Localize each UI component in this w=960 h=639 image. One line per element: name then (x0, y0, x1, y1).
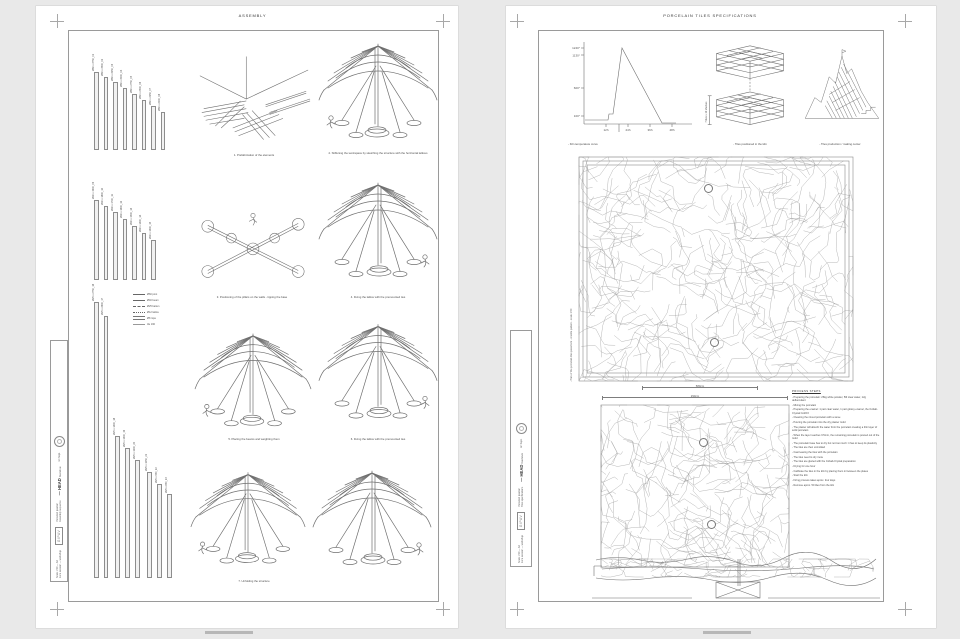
figure-caption: - Tiles positioned in the kiln (733, 142, 767, 146)
sheet-specifications (506, 6, 936, 628)
legend-line-sample (133, 294, 145, 295)
pole-bar (112, 417, 120, 578)
title-block-info (56, 550, 63, 578)
pole-bar (101, 297, 109, 578)
pole-label: Ø25 x 950_22 (154, 467, 158, 483)
pole-bar (154, 467, 162, 578)
axis-tick-label: 12h (603, 128, 609, 132)
pole-bar (91, 53, 99, 150)
plan-marker (704, 184, 713, 193)
note-item: - Pouring the porcelain into the dry plaster mold (792, 420, 846, 424)
legend-label: Ø8 rope (147, 316, 157, 320)
registration-mark (50, 602, 64, 616)
org-city: Genève (519, 452, 524, 464)
stack-dimension-note: 7 tiles x 10 shelves (704, 101, 708, 123)
axis-tick-label: 36h (647, 128, 653, 132)
line-legend (133, 292, 179, 327)
title-block-line: Scale 1:50 — A0 (517, 545, 521, 563)
registration-mark (436, 602, 450, 616)
section-crackle-band (601, 559, 873, 577)
pole-bar (91, 181, 99, 280)
pavilion-drawing-step-2 (318, 32, 438, 152)
title-block-info (518, 535, 525, 563)
legend-line-sample (133, 306, 145, 307)
kiln-temperature-chart (566, 36, 698, 140)
note-item: - The porcelain base has to dry but not too much: it has to keep its plasticity (792, 441, 878, 445)
logotype-box: GIPAV (55, 527, 63, 545)
sheet-title: PORCELAIN TILES SPECIFICATIONS (663, 13, 757, 18)
title-block-line: June session — workshop (521, 535, 525, 563)
plan-marker (710, 338, 719, 347)
title-block-line: Tiles specifications (521, 486, 525, 507)
pole-label: Ø25 x 1050_21 (144, 453, 148, 471)
pole-label: Ø60 x 3000_04 (120, 69, 123, 87)
pole-bar (148, 221, 156, 280)
step-caption: 6. Fixing the lattice with the premounted ties (350, 437, 406, 441)
note-item: - Cast leaving the tiles with the porcelain (792, 451, 838, 454)
pavilion-drawing-step-4 (318, 168, 438, 294)
tile-plan-small (600, 404, 790, 568)
axis-tick-label: 24h (625, 128, 631, 132)
title-block-project (518, 487, 525, 507)
pole-bar (144, 453, 152, 578)
pole-label: Ø40 x 1800_10 (101, 187, 104, 205)
note-item: - Mixing the porcelain (792, 403, 817, 407)
pole-bar (132, 441, 140, 578)
pole-label: Ø60 x 3750_01 (91, 53, 95, 71)
pole-bar (110, 63, 118, 150)
registration-mark (510, 602, 524, 616)
pavement-section-drawing (592, 552, 880, 614)
pole-label: Ø25 x 2600_17 (101, 297, 104, 315)
note-item: - Remove aprox. 50 tiles from the kiln (792, 483, 835, 487)
legend-label: Ø40 beam (147, 298, 159, 302)
note-item: - Preparing the porcelain: 25kg white powder, 50l clear water, 12g deflocculant (792, 395, 866, 402)
process-notes (792, 390, 880, 489)
pole-label: Ø60 x 2000_08 (158, 93, 161, 111)
legend-row (133, 310, 179, 315)
pole-bar (101, 187, 109, 280)
step-caption: 5. Placing the beams and weighting them (228, 437, 280, 441)
pole-label: Ø40 x 1300_15 (148, 221, 152, 239)
pole-label: Ø40 x 1700_11 (110, 194, 114, 211)
dimension-line (642, 383, 758, 388)
pavilion-drawing-step-7a (190, 462, 306, 576)
note-item: - Firing process takes aprox. four days (792, 479, 836, 483)
pavilion-drawing-step-6 (318, 309, 438, 436)
footer-mark (703, 631, 751, 634)
pole-bar (139, 81, 147, 150)
title-block (510, 330, 532, 567)
title-block-line: Porcelain pavilion (55, 503, 59, 522)
sheet-title: ASSEMBLY (238, 13, 267, 18)
kiln-stacking-diagram (702, 42, 798, 138)
note-item: - The tiles need to dry more (792, 455, 824, 459)
pole-label: Ø40 x 1500_13 (129, 207, 133, 225)
pole-bar (122, 429, 130, 578)
org-logo-text (57, 467, 62, 496)
dimension-line (602, 393, 788, 398)
note-item: - The tiles are then unmolded (792, 446, 826, 450)
pole-label: Ø60 x 2500_06 (139, 81, 142, 99)
pole-label: Ø25 x 1200_20 (132, 441, 136, 459)
note-item: - Preparing the enamel: 1 part clear water, 1 part glossy enamel, the Cobalt-Crystal Co2O3 (792, 408, 878, 415)
step-caption: 7. Unfolding the structure (238, 579, 270, 583)
step-caption: 2. Stiffening the workspace by sketching the structure with the horizontal lattices (328, 151, 428, 155)
registration-mark (510, 14, 524, 28)
org-logo-text (519, 453, 524, 482)
pole-bar (129, 75, 137, 150)
figure-caption: - Kiln temperature curve (568, 142, 598, 146)
title-block-project (56, 500, 63, 521)
pole-label: Ø60 x 2250_07 (148, 87, 152, 105)
pole-bar (148, 87, 156, 150)
dimension-label: 290cm (690, 393, 700, 398)
step-caption: 1. Prefabrication of the elements (233, 153, 275, 157)
pole-bar (91, 283, 99, 578)
axis-tick-label: 48h (669, 128, 675, 132)
org-name: — HEAD (518, 464, 524, 482)
pole-bar (164, 477, 172, 578)
note-item: - The plaster will absorb the water from the porcelain creating a thin layer of solid porcelain (792, 425, 878, 432)
sheet-assembly (36, 6, 458, 628)
pavilion-drawing-step-7b (312, 462, 432, 576)
legend-label: Ø12 lattice (147, 310, 159, 314)
stamp-icon (516, 423, 527, 434)
logotype-box: GIPAV (517, 512, 525, 530)
legend-line-sample (133, 316, 145, 320)
tile-plan-large (578, 156, 854, 382)
legend-row (133, 316, 179, 321)
pole-bar (120, 69, 128, 150)
dimension-label: 580cm (695, 383, 705, 388)
step-caption: 4. Fixing the lattice with the premounted ties (350, 295, 406, 299)
step-caption: 3. Positioning of the pillars on the walls - tipping the base (216, 295, 288, 299)
stamp-text: En Sept. (519, 438, 523, 448)
note-item: - Cleaning the mixed porcelain with a sieve (792, 416, 841, 420)
footer-mark (205, 631, 253, 634)
pole-label: Ø25 x 2750_16 (91, 283, 95, 301)
prefab-drawing (196, 48, 312, 150)
title-block-line: Assembly sequence (59, 500, 63, 522)
pole-bar (101, 58, 109, 150)
registration-mark (898, 602, 912, 616)
pole-label: Ø40 x 1600_12 (120, 200, 123, 218)
legend-row (133, 322, 179, 327)
pole-bar (120, 200, 128, 280)
stamp-icon (54, 436, 65, 447)
pavilion-drawing-step-5 (194, 326, 312, 436)
legend-label: tile 190 (147, 322, 156, 326)
axis-tick-label: 100° (573, 114, 580, 118)
pole-label: Ø25 x 1400_18 (112, 417, 116, 435)
axis-tick-label: 1130° (572, 53, 580, 58)
plan-caption: - Plan of the porcelain tiles pavement - crackle pattern - scale 1:50 (570, 308, 573, 382)
production-site-diagram (802, 36, 882, 140)
org-name: — HEAD (56, 478, 62, 496)
legend-line-sample (133, 324, 145, 325)
title-block-line: Porcelain pavilion (517, 488, 521, 507)
axis-tick-label: 1240° (572, 46, 580, 50)
legend-row (133, 304, 179, 309)
note-item: - Calibrate the tiles in the kiln by placing them in between the plates (792, 469, 869, 473)
axis-tick-label: 600° (573, 86, 580, 90)
note-item: - Drying for one hour (792, 465, 816, 469)
legend-line-sample (133, 312, 145, 313)
registration-mark (898, 14, 912, 28)
note-item: - When the layer reaches 3.5mm, the remaining porcelain is poured out of the mold (792, 433, 880, 440)
registration-mark (50, 14, 64, 28)
pole-label: Ø60 x 3250_03 (110, 63, 114, 81)
title-block-line: Scale 1:50 — A0 (55, 560, 59, 578)
pole-label: Ø25 x 1300_19 (122, 429, 126, 447)
pole-label: Ø40 x 1900_09 (91, 181, 95, 199)
legend-row (133, 298, 179, 303)
legend-label: Ø60 post (147, 292, 158, 296)
pole-bar (129, 207, 137, 280)
pole-bar (139, 214, 147, 280)
pole-label: Ø40 x 1400_14 (139, 214, 142, 232)
plan-marker (707, 520, 716, 529)
org-city: Genève (57, 466, 62, 478)
plan-marker (699, 438, 708, 447)
title-block (50, 340, 68, 582)
title-block-line: June session — workshop (59, 550, 63, 578)
note-item: - The tiles are glazed with the Cobalt-Crystal preparation (792, 460, 856, 464)
plan-drawing-step-3 (194, 192, 312, 294)
pole-label: Ø60 x 2750_05 (129, 75, 133, 93)
notes-heading: PROCESS STEPS (792, 389, 821, 393)
pole-label: Ø60 x 3500_02 (101, 58, 104, 76)
legend-row (133, 292, 179, 297)
legend-line-sample (133, 300, 145, 301)
pole-bar (110, 194, 118, 280)
pole-label: Ø25 x 850_23 (164, 477, 168, 493)
note-item: - Start the kiln (792, 474, 808, 478)
registration-mark (436, 14, 450, 28)
stamp-text: En Sept. (57, 452, 61, 462)
figure-caption: - Tiles production / making center (819, 142, 861, 146)
pole-bar (158, 93, 166, 150)
legend-label: Ø25 batten (147, 304, 160, 308)
